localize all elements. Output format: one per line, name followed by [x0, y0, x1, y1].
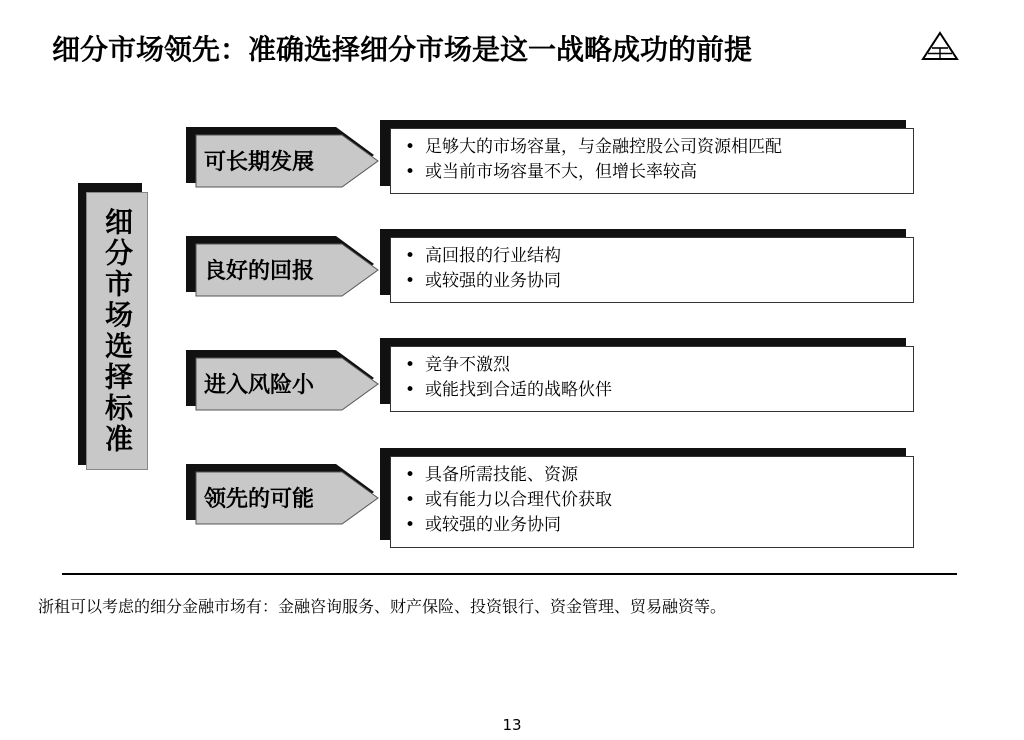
list-item	[405, 488, 905, 513]
page-title: 细分市场领先：准确选择细分市场是这一战略成功的前提	[52, 33, 753, 66]
criterion-label: 良好的回报	[204, 259, 315, 284]
bullet-glyph: •	[405, 355, 416, 375]
divider	[62, 573, 957, 575]
list-item	[405, 269, 905, 294]
criterion-description	[390, 456, 914, 548]
bullet-text: 或较强的业务协同	[425, 515, 561, 535]
criterion-label: 领先的可能	[204, 487, 315, 512]
criterion-description	[390, 128, 914, 194]
criterion-description	[390, 346, 914, 412]
bullet-glyph: •	[405, 515, 416, 535]
list-item	[405, 513, 905, 538]
bullet-text: 或能找到合适的战略伙伴	[425, 380, 612, 400]
bullet-text: 或有能力以合理代价获取	[425, 490, 612, 510]
criterion-label: 进入风险小	[204, 373, 315, 398]
list-item	[405, 378, 905, 403]
bullet-glyph: •	[405, 162, 416, 182]
bullet-text: 或当前市场容量不大，但增长率较高	[425, 162, 697, 182]
bullet-text: 足够大的市场容量，与金融控股公司资源相匹配	[425, 137, 782, 157]
footnote: 浙租可以考虑的细分金融市场有：金融咨询服务、财产保险、投资银行、资金管理、贸易融资等。	[38, 597, 727, 616]
bullet-text: 竞争不激烈	[425, 355, 510, 375]
bullet-glyph: •	[405, 465, 416, 485]
side-label-box	[86, 192, 148, 470]
bullet-glyph: •	[405, 271, 416, 291]
bullet-glyph: •	[405, 137, 416, 157]
criterion-description	[390, 237, 914, 303]
side-label-text: 细分市场选择标准	[101, 207, 134, 455]
bullet-glyph: •	[405, 380, 416, 400]
criterion-label: 可长期发展	[204, 150, 315, 175]
bullet-text: 或较强的业务协同	[425, 271, 561, 291]
list-item	[405, 244, 905, 269]
list-item	[405, 463, 905, 488]
page-number: 13	[502, 716, 522, 734]
list-item	[405, 353, 905, 378]
list-item	[405, 135, 905, 160]
bullet-glyph: •	[405, 246, 416, 266]
list-item	[405, 160, 905, 185]
bullet-text: 高回报的行业结构	[425, 246, 561, 266]
bullet-glyph: •	[405, 490, 416, 510]
pyramid-logo-icon	[920, 30, 960, 62]
bullet-text: 具备所需技能、资源	[425, 465, 578, 485]
